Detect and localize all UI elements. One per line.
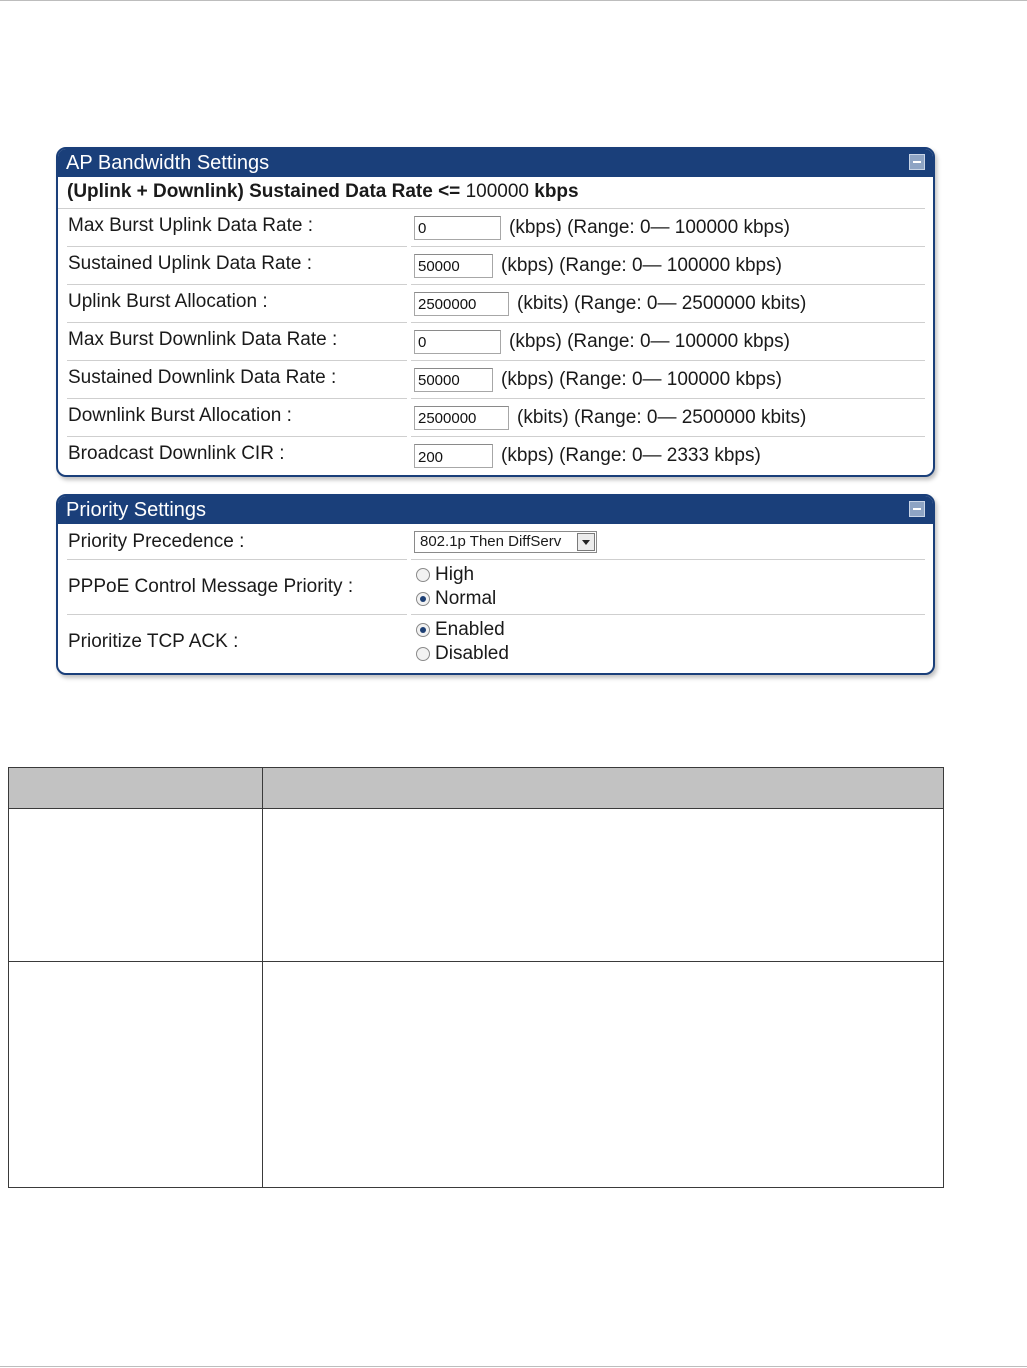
downlink-burst-allocation-input[interactable] [414, 406, 509, 430]
table-header-row [9, 768, 944, 809]
range-text: (kbps) (Range: 0— 100000 kbps) [501, 254, 782, 276]
table-row [9, 962, 944, 1188]
field-label: Max Burst Downlink Data Rate : [67, 323, 407, 361]
field-label: Priority Precedence : [67, 524, 407, 560]
field-label: PPPoE Control Message Priority : [67, 560, 407, 615]
max-burst-downlink-row [58, 323, 933, 361]
sustained-uplink-row [58, 247, 933, 285]
max-burst-downlink-input[interactable] [414, 330, 501, 354]
broadcast-downlink-cir-input[interactable] [414, 444, 493, 468]
field-label: Uplink Burst Allocation : [67, 285, 407, 323]
range-text: (kbps) (Range: 0— 100000 kbps) [509, 330, 790, 352]
priority-precedence-select[interactable] [414, 531, 597, 553]
range-text: (kbps) (Range: 0— 2333 kbps) [501, 445, 761, 466]
field-label: Downlink Burst Allocation : [67, 399, 407, 437]
collapse-icon[interactable] [909, 501, 925, 517]
pppoe-priority-row [58, 560, 933, 615]
ap-bandwidth-settings-panel [56, 147, 935, 477]
radio-label: Normal [435, 588, 497, 609]
uplink-burst-allocation-input[interactable] [414, 292, 509, 316]
sustained-rate-summary [58, 177, 925, 209]
radio-button-selected[interactable] [416, 623, 430, 637]
panel-header [58, 496, 933, 524]
summary-unit: kbps [528, 181, 579, 202]
page-top-rule [0, 0, 1027, 1]
panel-title: Priority Settings [66, 499, 207, 521]
page-bottom-rule [0, 1366, 1027, 1367]
table-header-cell [263, 768, 944, 809]
tcp-ack-disabled-radio-option[interactable] [416, 642, 925, 666]
uplink-burst-allocation-row [58, 285, 933, 323]
table-cell [9, 809, 263, 962]
sustained-uplink-input[interactable] [414, 254, 493, 278]
radio-button[interactable] [416, 647, 430, 661]
priority-settings-panel [56, 494, 935, 675]
attribute-description-table [8, 767, 944, 1188]
radio-label: High [435, 564, 475, 585]
collapse-icon[interactable] [909, 154, 925, 170]
field-label: Max Burst Uplink Data Rate : [67, 209, 407, 247]
radio-label: Disabled [435, 643, 509, 664]
range-text: (kbps) (Range: 0— 100000 kbps) [509, 216, 790, 238]
selected-option: 802.1p Then DiffServ [420, 532, 562, 550]
field-label: Sustained Uplink Data Rate : [67, 247, 407, 285]
chevron-down-icon[interactable] [577, 533, 595, 551]
range-text: (kbps) (Range: 0— 100000 kbps) [501, 368, 782, 390]
priority-precedence-row [58, 524, 933, 560]
broadcast-downlink-cir-row [58, 437, 933, 475]
table-cell [9, 962, 263, 1188]
panel-header [58, 149, 933, 177]
pppoe-normal-radio-option[interactable] [416, 587, 925, 611]
radio-button[interactable] [416, 568, 430, 582]
range-text: (kbits) (Range: 0— 2500000 kbits) [517, 292, 807, 314]
table-cell [263, 809, 944, 962]
prioritize-tcp-ack-row [58, 615, 933, 669]
panel-title: AP Bandwidth Settings [66, 152, 270, 174]
radio-label: Enabled [435, 619, 505, 640]
sustained-downlink-row [58, 361, 933, 399]
range-text: (kbits) (Range: 0— 2500000 kbits) [517, 406, 807, 428]
table-row [9, 809, 944, 962]
table-cell [263, 962, 944, 1188]
max-burst-uplink-row [58, 209, 933, 247]
summary-value: 100000 [465, 181, 529, 202]
max-burst-uplink-input[interactable] [414, 216, 501, 240]
field-label: Broadcast Downlink CIR : [68, 443, 285, 464]
table-header-cell [9, 768, 263, 809]
summary-prefix: (Uplink + Downlink) Sustained Data Rate <= [67, 181, 466, 202]
pppoe-high-radio-option[interactable] [416, 563, 925, 587]
field-label: Prioritize TCP ACK : [68, 631, 239, 652]
field-label: Sustained Downlink Data Rate : [67, 361, 407, 399]
downlink-burst-allocation-row [58, 399, 933, 437]
radio-button-selected[interactable] [416, 592, 430, 606]
sustained-downlink-input[interactable] [414, 368, 493, 392]
tcp-ack-enabled-radio-option[interactable] [416, 618, 925, 642]
